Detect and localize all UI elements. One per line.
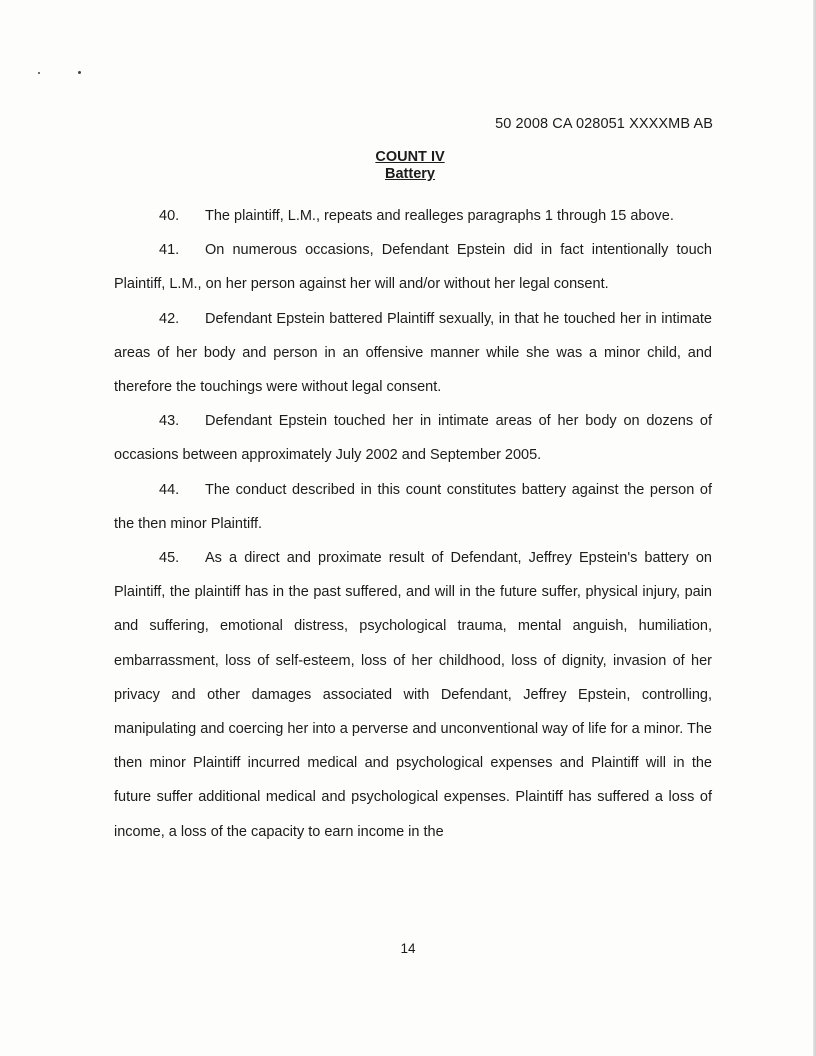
paragraph-41	[114, 233, 712, 301]
page-number: 14	[400, 941, 416, 956]
document-body	[114, 199, 712, 849]
count-heading: COUNT IV	[375, 149, 445, 165]
paragraph-40	[114, 199, 712, 233]
count-title: Battery	[385, 166, 435, 182]
paragraph-45	[114, 541, 712, 849]
scan-speck	[38, 72, 40, 74]
paragraph-text: Defendant Epstein touched her in intimate areas of her body on dozens of occasions between approximately July 2002 and September 2005.	[114, 413, 712, 464]
paragraph-text: The conduct described in this count constitutes battery against the person of the then minor Plaintiff.	[114, 481, 712, 532]
paragraph-number: 45.	[159, 550, 180, 567]
paragraph-text: On numerous occasions, Defendant Epstein did in fact intentionally touch Plaintiff, L.M., on her person against her will and/or without her legal consent.	[114, 242, 712, 293]
paragraph-number: 41.	[159, 242, 180, 259]
scan-speck	[78, 71, 81, 74]
paragraph-number: 42.	[159, 310, 180, 327]
paragraph-number: 44.	[159, 481, 180, 498]
paragraph-42	[114, 302, 712, 405]
paragraph-text: Defendant Epstein battered Plaintiff sexually, in that he touched her in intimate areas of her body and person in an offensive manner while she was a minor child, and therefore the touchings were without legal consent.	[114, 310, 712, 396]
paragraph-number: 43.	[159, 413, 180, 430]
case-number: 50 2008 CA 028051 XXXXMB AB	[495, 116, 713, 132]
paragraph-number: 40.	[159, 208, 180, 224]
paragraph-43	[114, 404, 712, 472]
paragraph-44	[114, 473, 712, 541]
paragraph-text: The plaintiff, L.M., repeats and realleges paragraphs 1 through 15 above.	[205, 208, 674, 224]
paragraph-text: As a direct and proximate result of Defendant, Jeffrey Epstein's battery on Plaintiff, the plaintiff has in the past suffered, and will in the future suffer, physical injury, pain and suffering, emotional distress, psychological trauma, mental anguish, humiliation, embarrassment, loss of self-esteem, loss of her childhood, loss of dignity, invasion of her privacy and other damages associated with Defendant, Jeffrey Epstein, controlling, manipulating and coercing her into a perverse and unconventional way of life for a minor. The then minor Plaintiff incurred medical and psychological expenses and Plaintiff will in the future suffer additional medical and psychological expenses. Plaintiff has suffered a loss of income, a loss of the capacity to earn income in the	[114, 550, 712, 840]
